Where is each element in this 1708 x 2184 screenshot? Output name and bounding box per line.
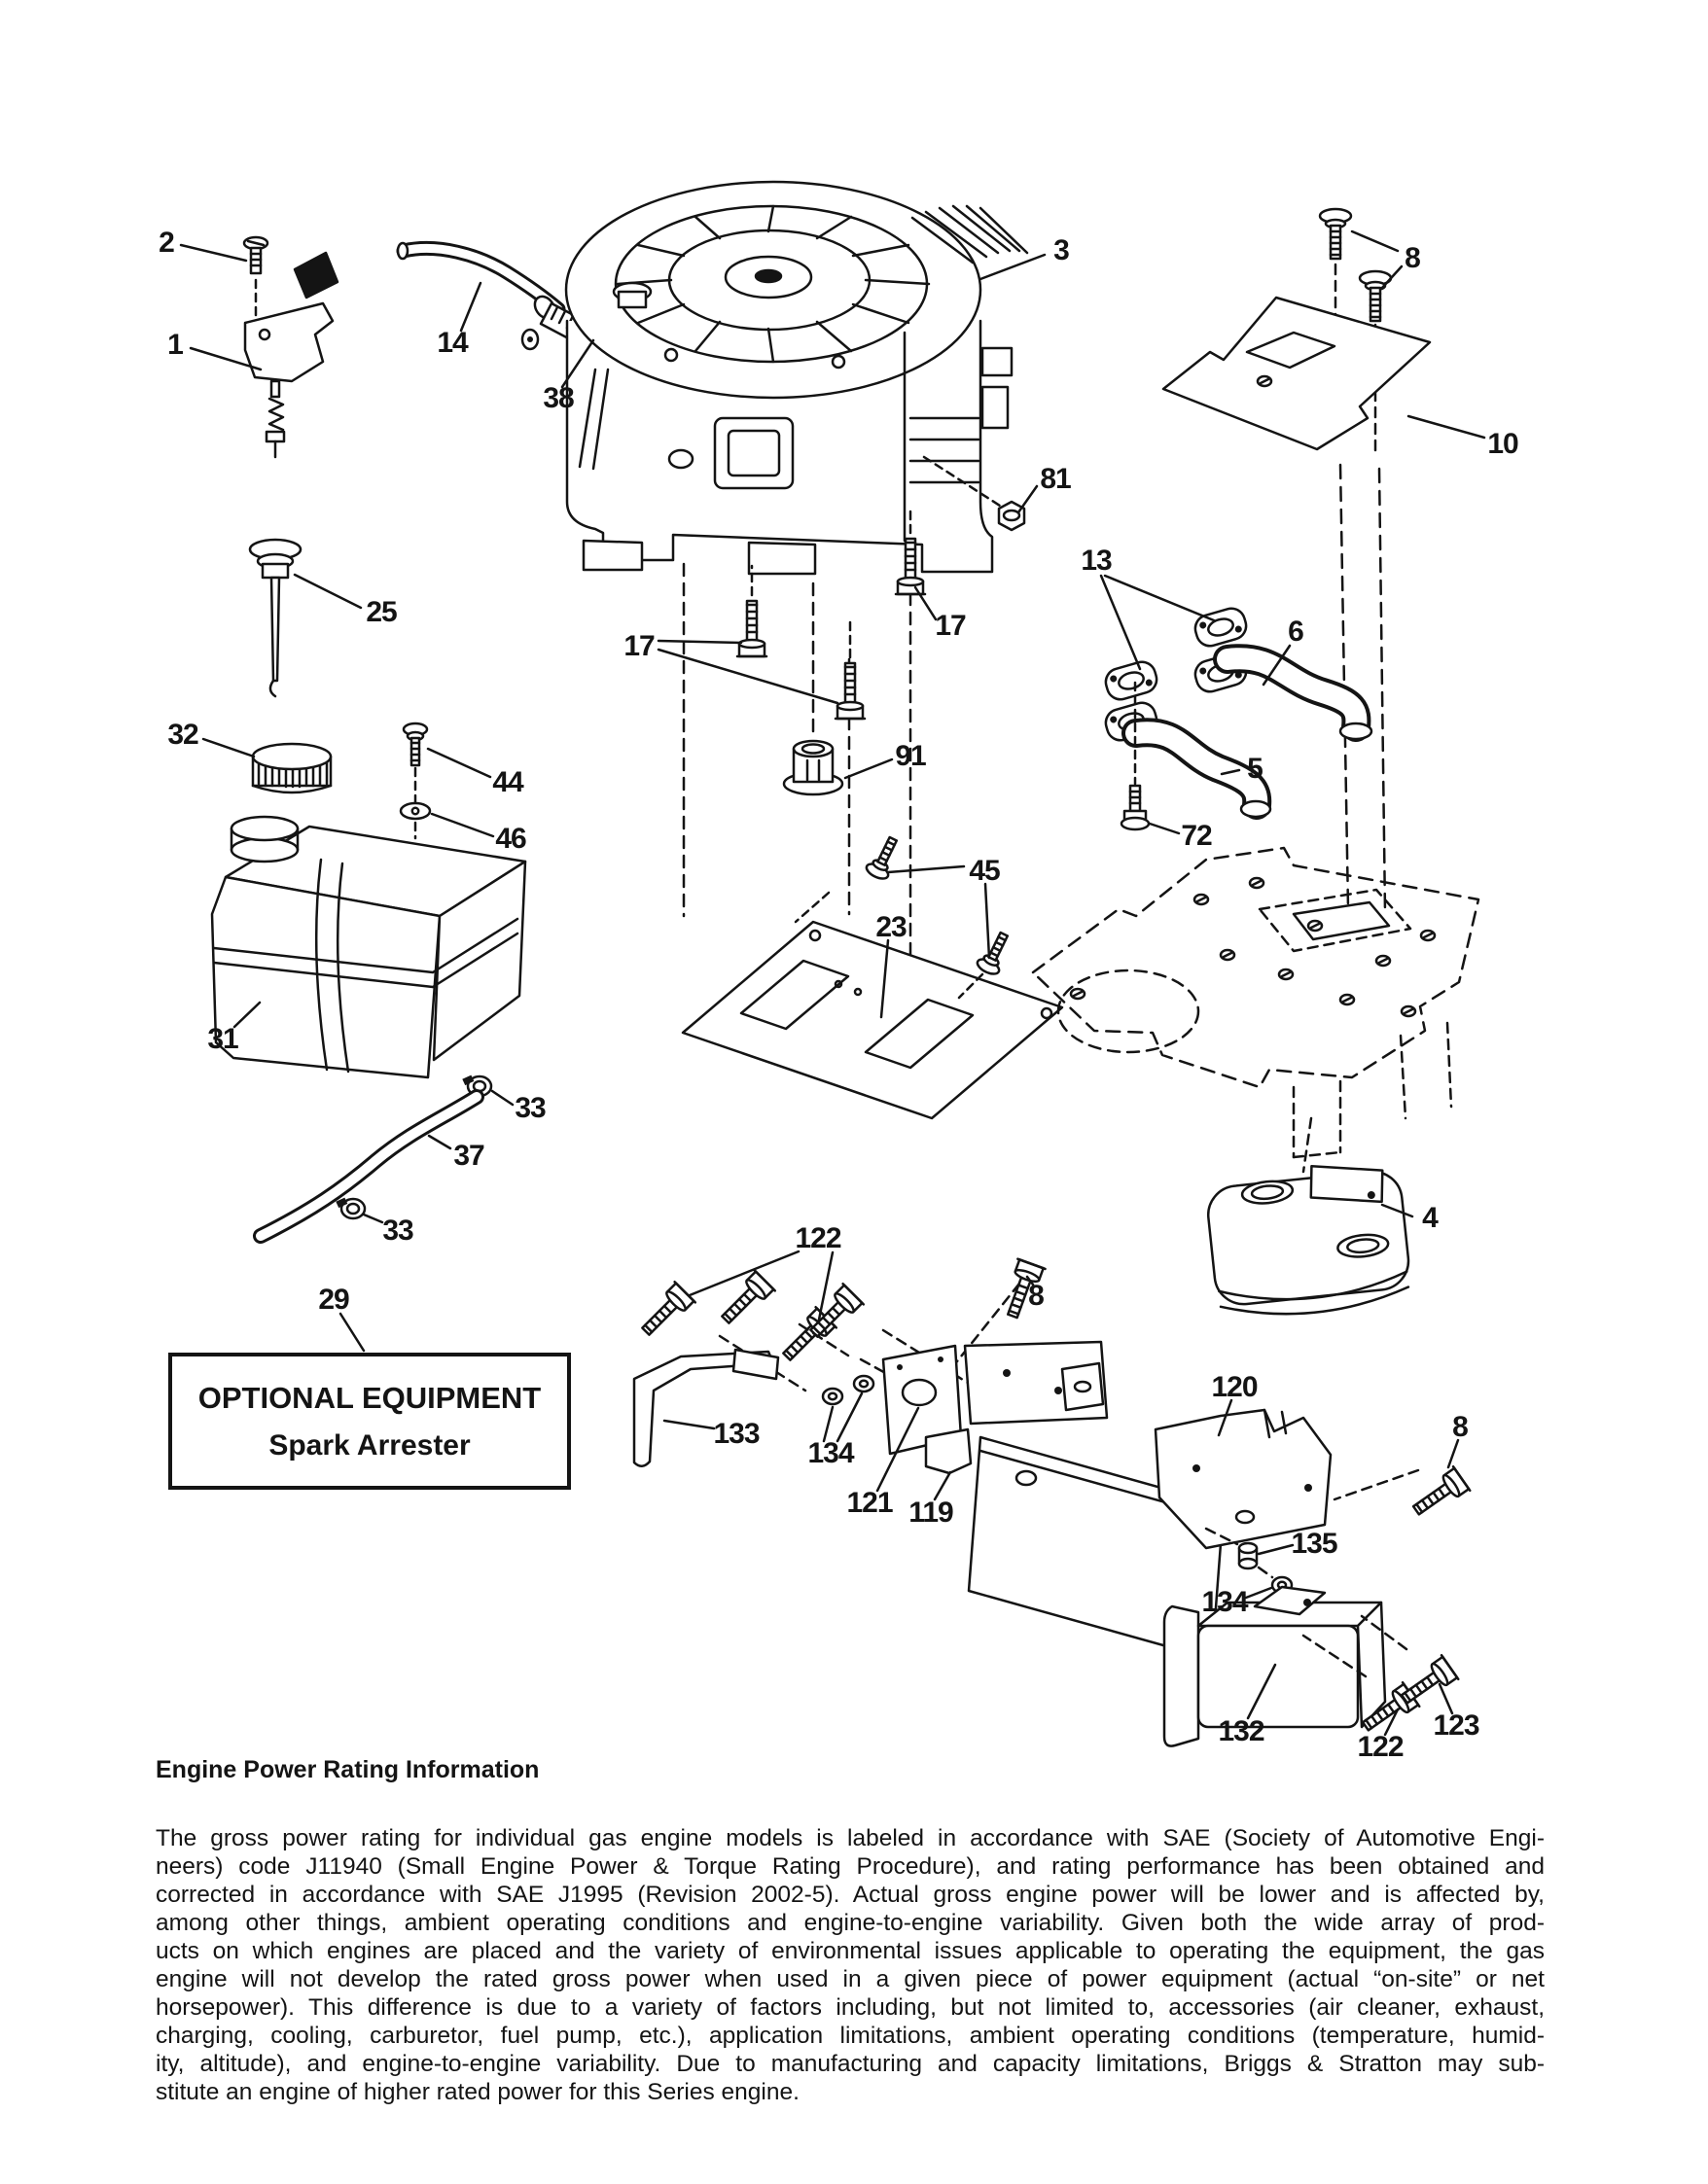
part-callout: 123 [1433, 1709, 1479, 1742]
part-callout: 17 [623, 630, 655, 662]
part-callout: 81 [1040, 463, 1071, 495]
exhaust-art [1103, 605, 1371, 829]
part-callout: 38 [543, 382, 574, 414]
part-callout: 122 [795, 1222, 841, 1254]
paragraph-line: ucts on which engines are placed and the variety of environmental issues applicable to operating the equipment, the gas [156, 1938, 1545, 1964]
optional-equipment-title: OPTIONAL EQUIPMENT [197, 1380, 542, 1415]
engine-power-paragraph [156, 1824, 1545, 2106]
paragraph-line: ity, altitude), and engine-to-engine variability. Due to manufacturing and capacity limitations, Briggs & Stratton may sub- [156, 2051, 1545, 2077]
throttle-control-art [244, 237, 338, 457]
paragraph-line: among other things, ambient operating conditions and engine-to-engine variability. Given both the wide array of prod- [156, 1910, 1545, 1936]
part-callout: 10 [1487, 428, 1518, 460]
part-callout: 5 [1247, 753, 1263, 785]
part-callout: 3 [1053, 234, 1069, 266]
part-callout: 134 [807, 1437, 854, 1469]
part-callout: 4 [1422, 1202, 1438, 1234]
part-callout: 134 [1201, 1586, 1248, 1618]
part-callout: 6 [1288, 616, 1303, 648]
paragraph-line: corrected in accordance with SAE J1995 (Revision 2002-5). Actual gross engine power will be lower and is affected by, [156, 1882, 1545, 1908]
optional-equipment-subtitle: Spark Arrester [268, 1428, 471, 1462]
part-callout: 133 [713, 1418, 760, 1450]
part-callout: 135 [1291, 1528, 1337, 1560]
dipstick-art [250, 540, 301, 696]
part-callout: 132 [1218, 1715, 1264, 1747]
section-heading: Engine Power Rating Information [156, 1756, 540, 1783]
part-callout: 33 [515, 1092, 546, 1124]
part-callout: 37 [453, 1140, 484, 1172]
part-callout: 32 [167, 719, 198, 751]
part-callout: 2 [159, 227, 174, 259]
heat-shield-art [683, 833, 1062, 1118]
part-callout: 13 [1081, 545, 1112, 577]
paragraph-line: The gross power rating for individual gas engine models is labeled in accordance with SAE (Society of Automotive Engi- [156, 1825, 1545, 1851]
part-callout: 119 [908, 1497, 953, 1529]
top-screws-and-plate-art [1163, 209, 1430, 912]
optional-equipment-box [168, 1353, 571, 1490]
part-callout: 120 [1211, 1371, 1258, 1403]
paragraph-line: neers) code J11940 (Small Engine Power & Torque Rating Procedure), and rating performance has been obtained and [156, 1853, 1545, 1880]
fuel-tank-art [212, 817, 525, 1077]
part-callout: 91 [895, 740, 926, 772]
part-callout: 72 [1181, 820, 1212, 852]
part-callout: 8 [1028, 1280, 1044, 1312]
part-callout: 14 [437, 327, 468, 359]
part-callout: 44 [492, 766, 523, 798]
part-callout: 23 [875, 911, 907, 943]
muffler-art [1204, 1157, 1413, 1322]
bushing-art [784, 741, 842, 794]
part-callout: 17 [935, 610, 966, 642]
paragraph-line: horsepower). This difference is due to a variety of factors including, but not limited to, accessories (air cleaner, exhaust, [156, 1994, 1545, 2021]
part-callout: 122 [1357, 1731, 1404, 1763]
paragraph-line: stitute an engine of higher rated power for this Series engine. [156, 2079, 800, 2105]
part-callout: 31 [207, 1023, 238, 1055]
mounting-plate-art [1033, 848, 1478, 1172]
part-callout: 8 [1405, 242, 1420, 274]
part-callout: 1 [167, 329, 183, 361]
part-callout: 45 [969, 855, 1000, 887]
part-callout: 29 [318, 1284, 349, 1316]
guard-assembly-art [634, 1259, 1470, 1746]
paragraph-line: charging, cooling, carburetor, fuel pump, etc.), application limitations, ambient operating conditions (temperature, humid- [156, 2023, 1545, 2049]
engine-art [566, 182, 1027, 574]
part-callout: 25 [366, 596, 397, 628]
part-callout: 33 [382, 1215, 413, 1247]
part-callout: 121 [846, 1487, 893, 1519]
paragraph-line: engine will not develop the rated gross power when used in a given piece of power equipment (actual “on-site” or net [156, 1966, 1545, 1992]
part-callout: 46 [495, 823, 526, 855]
part-callout: 8 [1452, 1411, 1468, 1443]
